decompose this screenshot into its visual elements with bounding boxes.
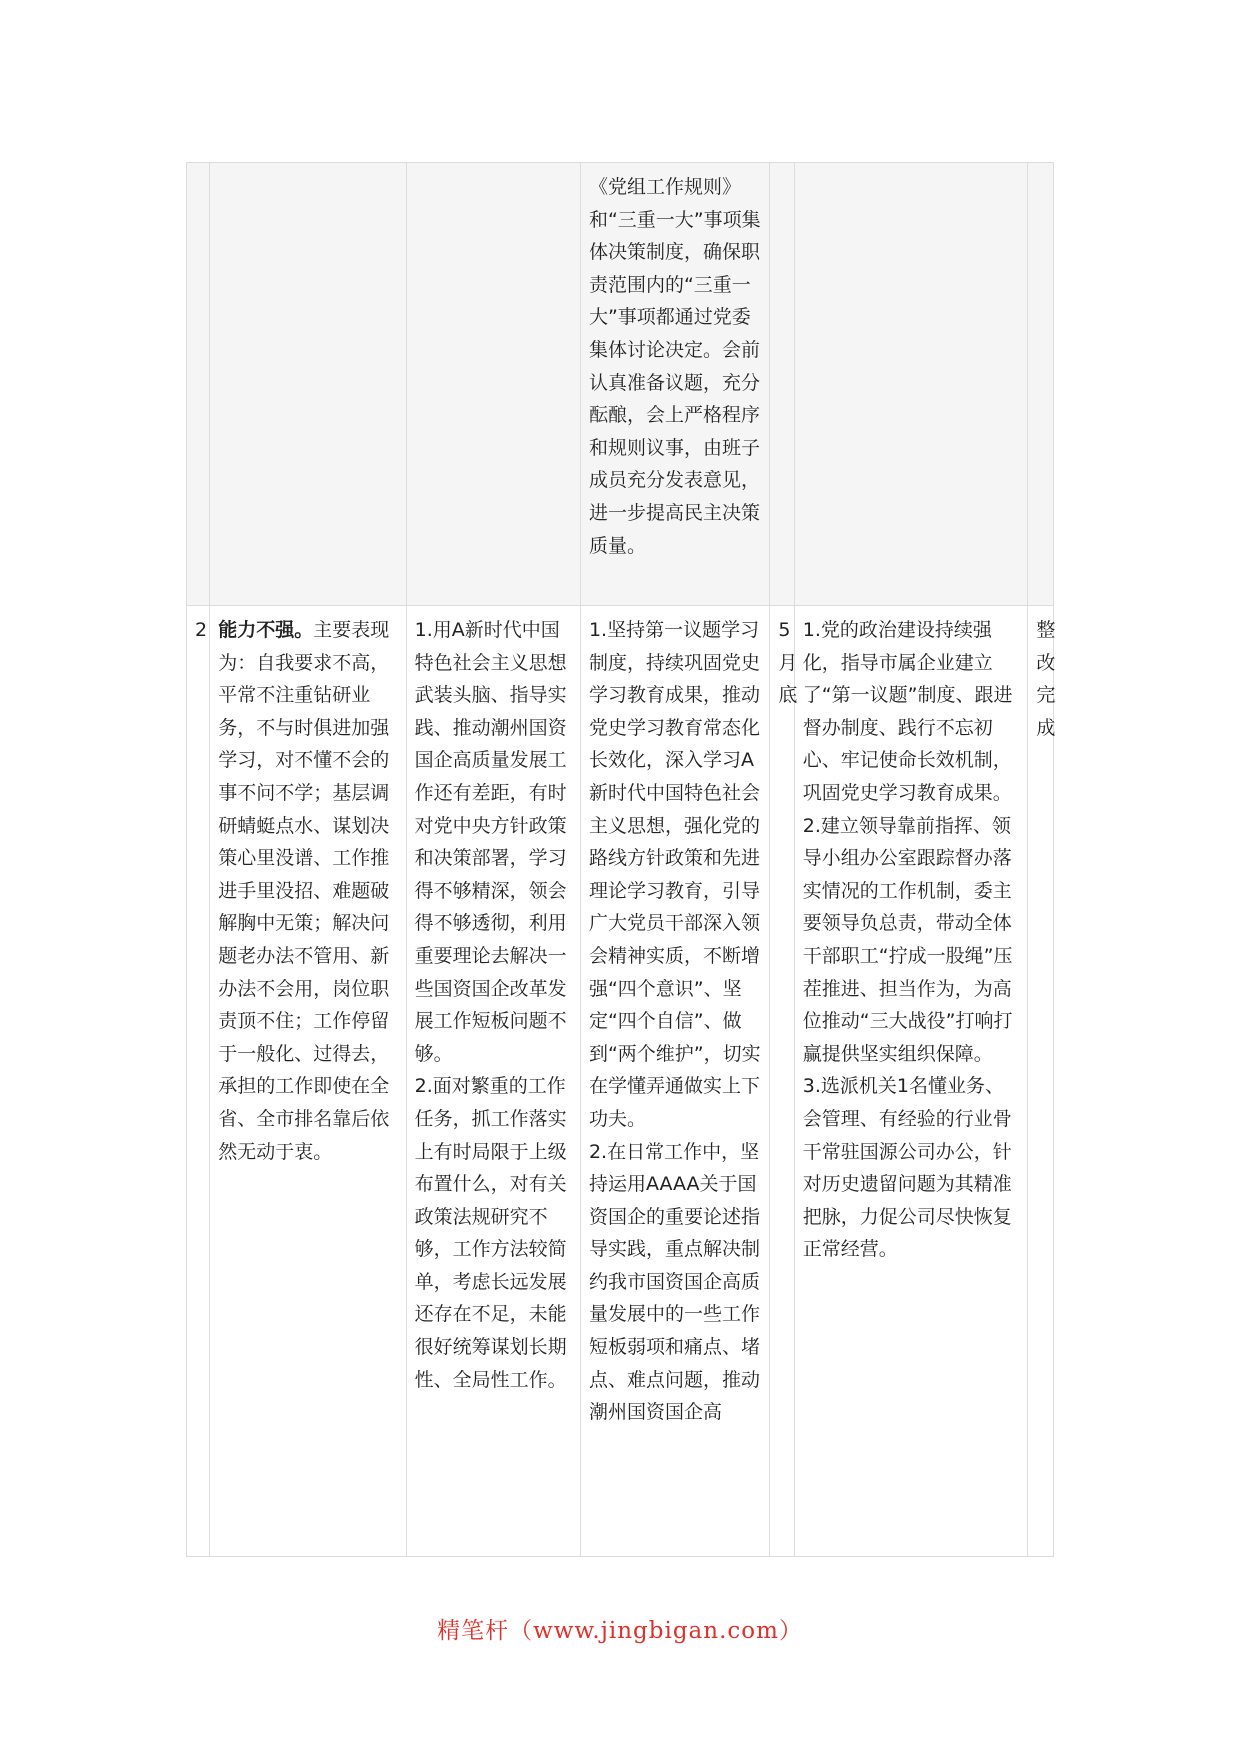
result-item: 1.党的政治建设持续强化，指导市属企业建立了“第一议题”制度、跟进督办制度、践行不忘初心、牢记使命长效机制，巩固党史学习教育成果。: [802, 619, 1013, 804]
cell-status: 整改完成: [1028, 606, 1054, 1557]
table-row-continued: [187, 163, 1054, 606]
reason-item: 2.面对繁重的工作任务，抓工作落实上有时局限于上级布置什么，对有关政策法规研究不够，工作方法较简单，考虑长远发展还存在不足，未能很好统筹谋划长期性、全局性工作。: [414, 1075, 567, 1391]
result-item: 2.建立领导靠前指挥、领导小组办公室跟踪督办落实情况的工作机制，委主要领导负总责，带动全体干部职工“拧成一股绳”压茬推进、担当作为，为高位推动“三大战役”打响打赢提供坚实组织保障。: [802, 814, 1013, 1065]
table-row-item-2: [187, 606, 1054, 1557]
cell-number: 2: [187, 606, 210, 1557]
measure-item: 1.坚持第一议题学习制度，持续巩固党史学习教育成果，推动党史学习教育常态化长效化，深入学习A新时代中国特色社会主义思想，强化党的路线方针政策和先进理论学习教育，引导广大党员干部深入领会精神实质，不断增强“四个意识”、坚定“四个自信”、做到“两个维护”，切实在学懂弄通做实上下功夫。: [588, 619, 761, 1130]
cell-reason: [406, 606, 580, 1557]
cell-problem: [210, 606, 406, 1557]
cell-measure: [580, 606, 769, 1557]
cell-number: [187, 163, 210, 606]
cell-time: 5月底: [770, 606, 794, 1557]
reason-item: 1.用A新时代中国特色社会主义思想武装头脑、指导实践、推动潮州国资国企高质量发展工作还有差距，有时对党中央方针政策和决策部署，学习得不够精深，领会得不够透彻，利用重要理论去解决一些国资国企改革发展工作短板问题不够。: [414, 619, 567, 1065]
cell-status: [1028, 163, 1054, 606]
cell-time: [770, 163, 794, 606]
result-item: 3.选派机关1名懂业务、会管理、有经验的行业骨干常驻国源公司办公，针对历史遗留问题为其精准把脉，力促公司尽快恢复正常经营。: [802, 1075, 1012, 1261]
footer-watermark: 精笔杆（www.jingbigan.com）: [437, 1618, 803, 1644]
measure-item: 2.在日常工作中，坚持运用AAAA关于国资国企的重要论述指导实践，重点解决制约我市国资国企高质量发展中的一些工作短板弱项和痛点、堵点、难点问题，推动潮州国资国企高: [588, 1140, 760, 1424]
cell-reason: [406, 163, 580, 606]
problem-heading: 能力不强。: [218, 619, 314, 641]
cell-problem: [210, 163, 406, 606]
cell-result: [794, 163, 1028, 606]
problem-text: 主要表现为：自我要求不高，平常不注重钻研业务，不与时俱进加强学习，对不懂不会的事不问不学；基层调研蜻蜓点水、谋划决策心里没谱、工作推进手里没招、难题破解胸中无策；解决问题老办法不管用、新办法不会用，岗位职责顶不住；工作停留于一般化、过得去，承担的工作即使在全省、全市排名靠后依然无动于衷。: [218, 619, 390, 1163]
rectification-table: [186, 162, 1054, 1557]
cell-measure: 《党组工作规则》和“三重一大”事项集体决策制度，确保职责范围内的“三重一大”事项都通过党委集体讨论决定。会前认真准备议题，充分酝酿，会上严格程序和规则议事，由班子成员充分发表意见，进一步提高民主决策质量。: [580, 163, 769, 606]
cell-result: [794, 606, 1028, 1557]
